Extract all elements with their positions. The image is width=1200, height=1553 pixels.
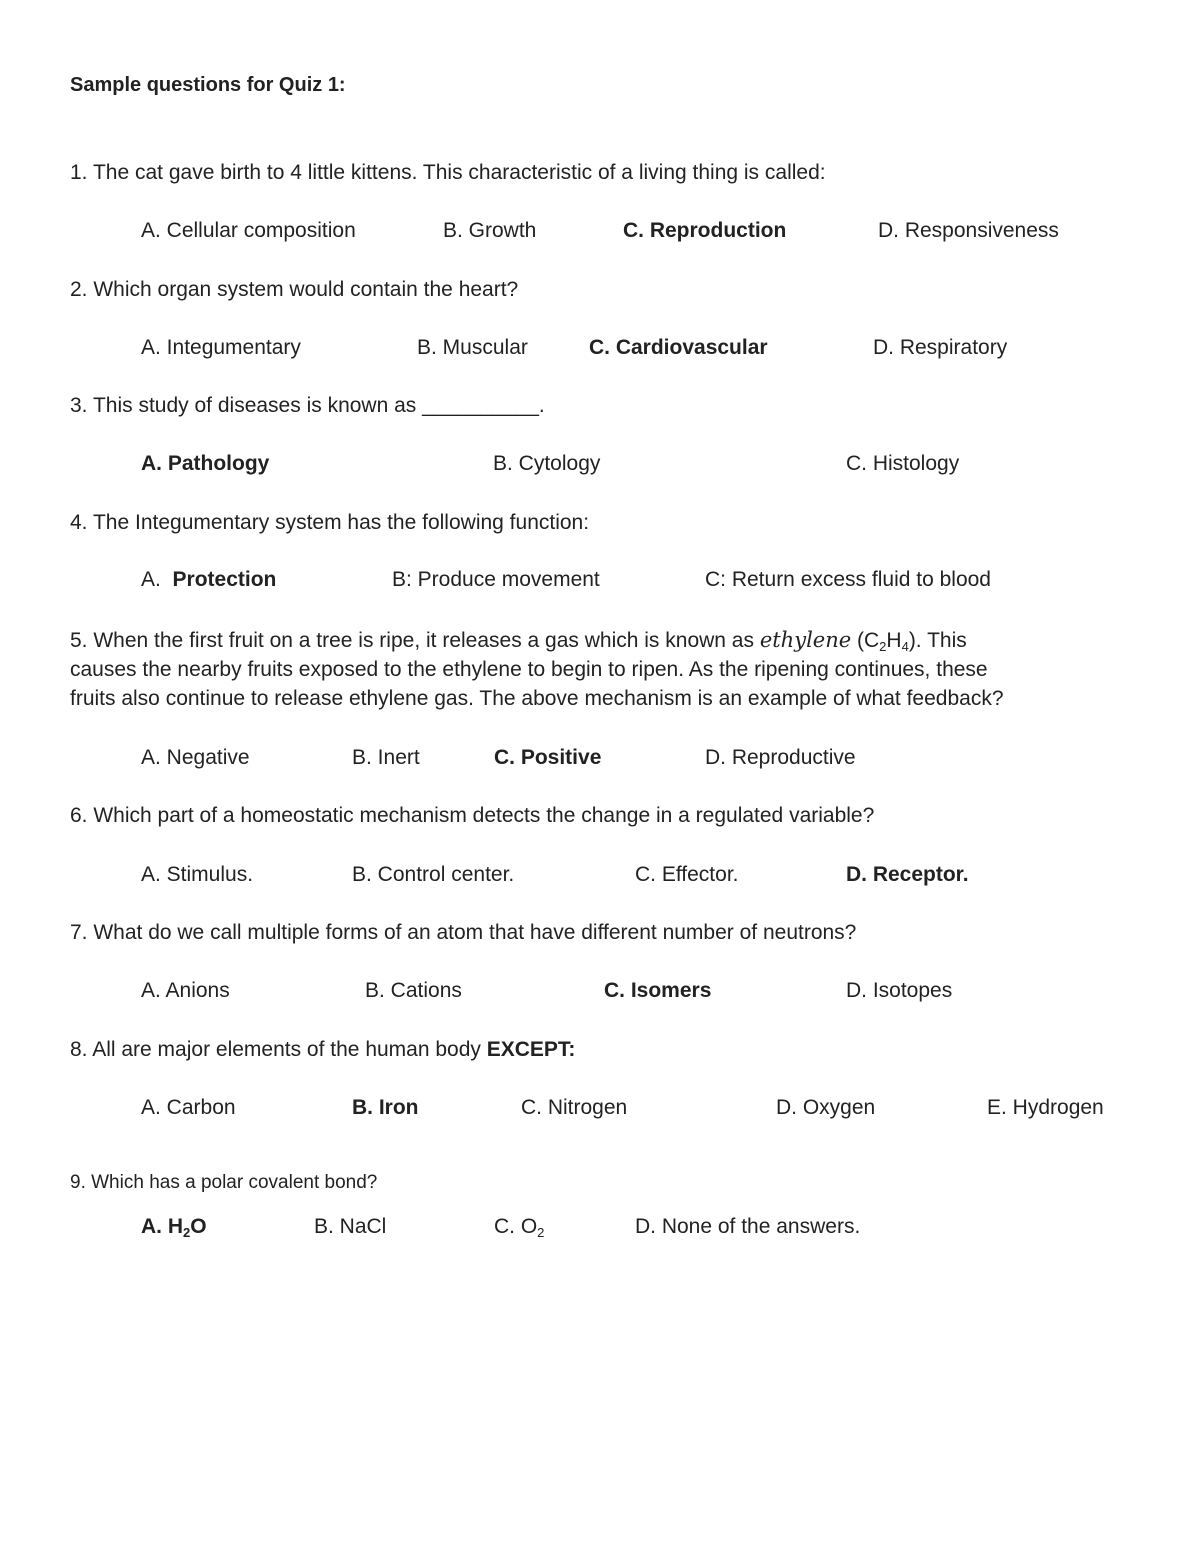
q5-option-a: A. Negative xyxy=(141,746,250,769)
q9-a-post: O xyxy=(190,1215,207,1238)
question-5-line-1 xyxy=(70,627,967,654)
q8-option-e: E. Hydrogen xyxy=(987,1096,1104,1119)
q5-formula-open: (C xyxy=(851,629,880,652)
q8-option-d: D. Oxygen xyxy=(776,1096,876,1119)
q5-option-c-answer: C. Positive xyxy=(494,746,602,769)
q3-option-c: C. Histology xyxy=(846,452,960,475)
question-3: 3. This study of diseases is known as __________. xyxy=(70,394,545,417)
q9-a-sub: 2 xyxy=(183,1225,191,1240)
q1-option-b: B. Growth xyxy=(443,219,537,242)
question-6: 6. Which part of a homeostatic mechanism detects the change in a regulated variable? xyxy=(70,804,875,827)
question-9: 9. Which has a polar covalent bond? xyxy=(70,1172,378,1193)
q4-option-a-answer xyxy=(141,567,276,593)
q4-option-c: C: Return excess fluid to blood xyxy=(705,568,991,591)
q8-option-b-answer: B. Iron xyxy=(352,1096,419,1119)
question-2: 2. Which organ system would contain the heart? xyxy=(70,278,519,301)
q7-option-b: B. Cations xyxy=(365,979,462,1002)
q6-option-a: A. Stimulus. xyxy=(141,863,254,886)
ethylene-term: ethylene xyxy=(759,628,852,652)
q9-option-a-answer xyxy=(141,1214,207,1240)
q8-stem-text: 8. All are major elements of the human body xyxy=(70,1038,487,1061)
question-5-line-3: fruits also continue to release ethylene gas. The above mechanism is an example of what feedback? xyxy=(70,687,1004,710)
q5-formula-h: H xyxy=(886,629,902,652)
q1-option-c-answer: C. Reproduction xyxy=(623,219,787,242)
q9-option-c xyxy=(494,1214,544,1240)
q4-option-b: B: Produce movement xyxy=(392,568,600,591)
q5-sub-2: 2 xyxy=(879,639,887,654)
question-8 xyxy=(70,1037,575,1063)
q6-option-d-answer: D. Receptor. xyxy=(846,863,969,886)
q8-option-c: C. Nitrogen xyxy=(521,1096,628,1119)
q5-option-d: D. Reproductive xyxy=(705,746,856,769)
q9-option-d: D. None of the answers. xyxy=(635,1215,861,1238)
q9-c-pre: C. O xyxy=(494,1215,538,1238)
q9-option-b: B. NaCl xyxy=(314,1215,387,1238)
q4-option-a-letter: A. xyxy=(141,568,161,591)
q5-sub-4: 4 xyxy=(901,639,909,654)
q2-option-b: B. Muscular xyxy=(417,336,528,359)
q9-a-pre: A. H xyxy=(141,1215,183,1238)
q4-option-a-text: Protection xyxy=(172,568,277,591)
q5-option-b: B. Inert xyxy=(352,746,420,769)
q5-text-pre: 5. When the first fruit on a tree is ripe, it releases a gas which is known as xyxy=(70,629,760,652)
q2-option-d: D. Respiratory xyxy=(873,336,1008,359)
q3-option-b: B. Cytology xyxy=(493,452,601,475)
q3-option-a-answer: A. Pathology xyxy=(141,452,270,475)
page-title: Sample questions for Quiz 1: xyxy=(70,74,346,96)
q7-option-c-answer: C. Isomers xyxy=(604,979,712,1002)
q7-option-d: D. Isotopes xyxy=(846,979,953,1002)
question-7: 7. What do we call multiple forms of an atom that have different number of neutrons? xyxy=(70,921,857,944)
q2-option-a: A. Integumentary xyxy=(141,336,301,359)
q5-text-post: ). This xyxy=(908,629,967,652)
q8-option-a: A. Carbon xyxy=(141,1096,236,1119)
q8-except: EXCEPT: xyxy=(486,1038,576,1061)
q2-option-c-answer: C. Cardiovascular xyxy=(589,336,768,359)
q9-c-sub: 2 xyxy=(537,1225,545,1240)
question-4: 4. The Integumentary system has the following function: xyxy=(70,511,590,534)
q6-option-b: B. Control center. xyxy=(352,863,515,886)
question-1: 1. The cat gave birth to 4 little kittens. This characteristic of a living thing is called: xyxy=(70,161,826,184)
q1-option-d: D. Responsiveness xyxy=(878,219,1059,242)
question-5-line-2: causes the nearby fruits exposed to the ethylene to begin to ripen. As the ripening continues, these xyxy=(70,658,988,681)
q6-option-c: C. Effector. xyxy=(635,863,739,886)
q1-option-a: A. Cellular composition xyxy=(141,219,356,242)
q7-option-a: A. Anions xyxy=(141,979,230,1002)
